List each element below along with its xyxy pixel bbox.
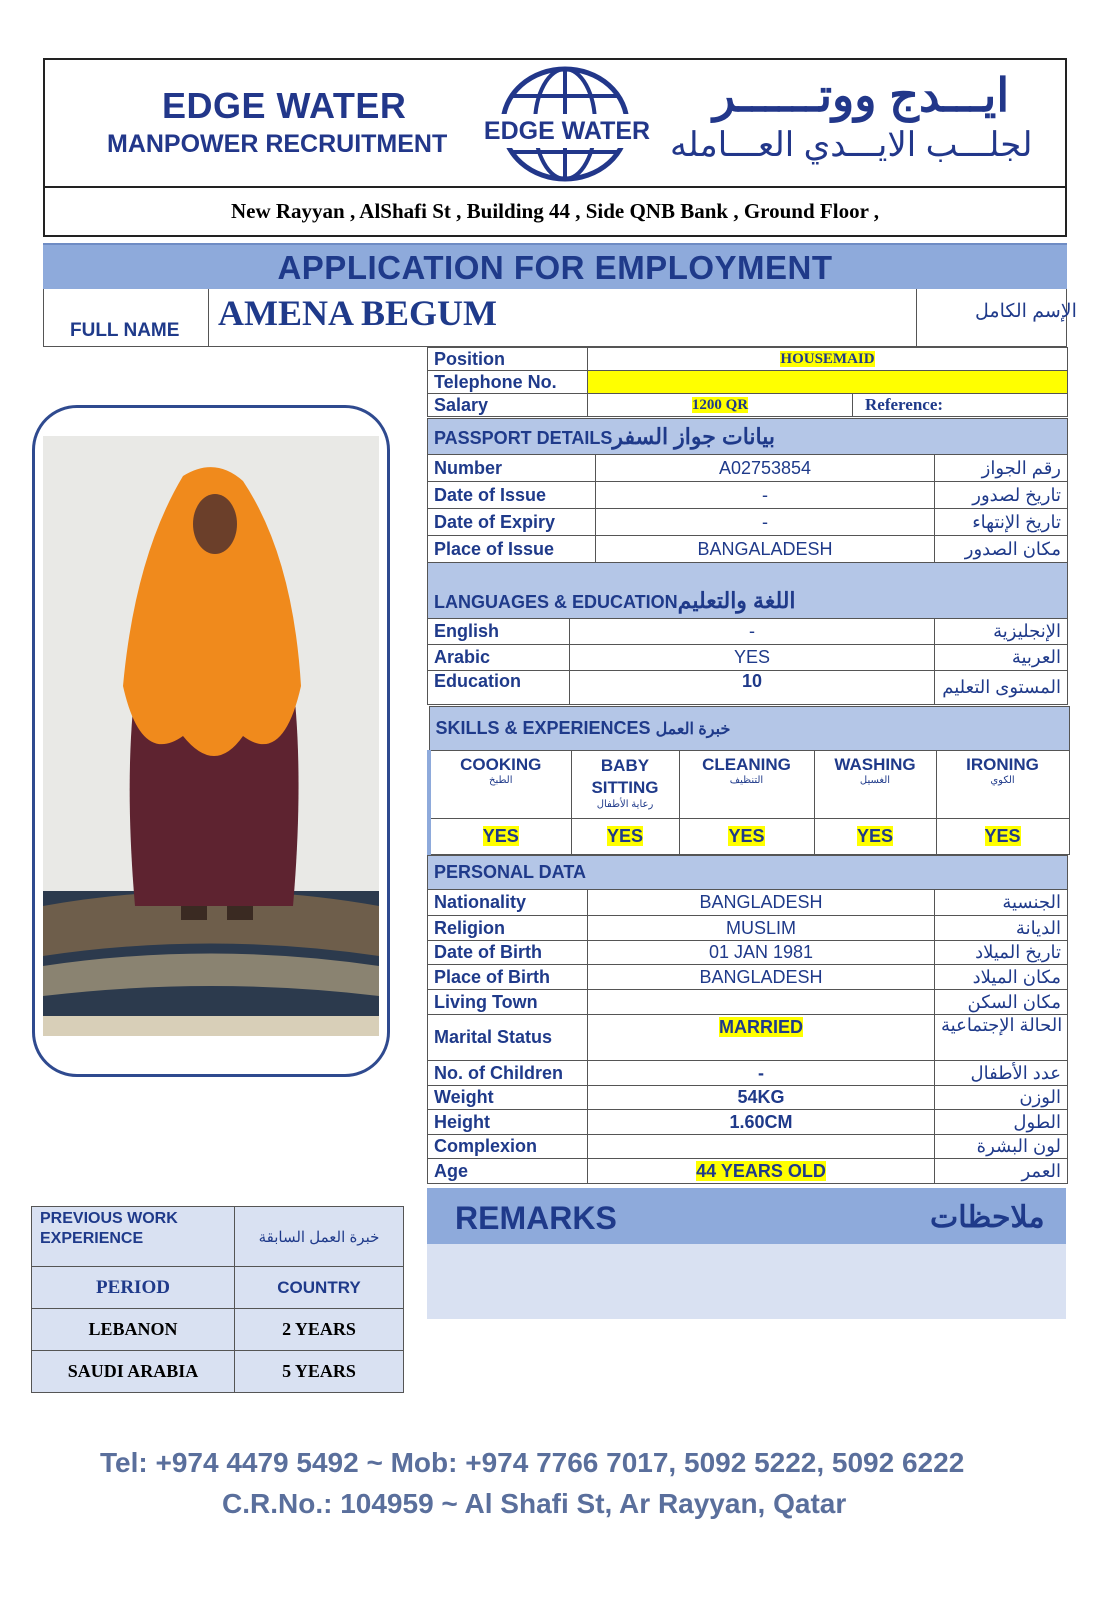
skill-ironing: [936, 751, 1069, 819]
footer-contact: Tel: +974 4479 5492 ~ Mob: +974 7766 7017, 5092 5222, 5092 6222: [100, 1447, 965, 1478]
passport-heading: PASSPORT DETAILSبيانات جواز السفر: [428, 419, 1068, 455]
passport-row-label: Number: [428, 455, 596, 482]
birth-place-value: BANGLADESH: [588, 965, 935, 990]
full-name-label: FULL NAME: [70, 320, 180, 341]
telephone-value: [588, 371, 1068, 394]
table-row: [428, 536, 1068, 563]
full-name-row: [43, 289, 1067, 347]
skill-value: YES: [606, 826, 644, 846]
applicant-photo: [43, 436, 379, 1036]
table-row: [428, 916, 1068, 941]
skills-heading: SKILLS & EXPERIENCES خبرة العمل: [429, 707, 1069, 751]
passport-row-label: Date of Issue: [428, 482, 596, 509]
table-row: [428, 1110, 1068, 1135]
skill-cleaning: [679, 751, 814, 819]
languages-table: [427, 562, 1068, 705]
language-label: Arabic: [428, 645, 570, 671]
remarks-label-ar: ملاحظات: [930, 1201, 1045, 1234]
passport-row-label-ar: مكان الصدور: [935, 536, 1068, 563]
personal-label-ar: الطول: [935, 1110, 1068, 1135]
skill-value: YES: [728, 826, 765, 846]
table-row: [428, 455, 1068, 482]
company-address: New Rayyan , AlShafi St , Building 44 , Side QNB Bank , Ground Floor ,: [43, 187, 1067, 237]
children-value: -: [588, 1061, 935, 1086]
personal-label: Place of Birth: [428, 965, 588, 990]
company-name-en: EDGE WATER: [162, 85, 407, 126]
remarks-label: REMARKS: [455, 1200, 617, 1236]
personal-label-ar: الجنسية: [935, 890, 1068, 916]
telephone-label: Telephone No.: [428, 371, 588, 394]
period-cell: LEBANON: [32, 1309, 235, 1351]
height-value: 1.60CM: [588, 1110, 935, 1135]
weight-value: 54KG: [588, 1086, 935, 1110]
languages-heading-ar: اللغة والتعليم: [677, 588, 796, 613]
table-row: [428, 619, 1068, 645]
skill-name-ar: الغسيل: [859, 775, 891, 786]
skill-name: COOKING: [460, 755, 542, 774]
company-subtitle-ar: لجلـــب الايـــدي العـــامله: [670, 126, 1033, 164]
table-row: [428, 965, 1068, 990]
table-row: [428, 1135, 1068, 1159]
table-row: [428, 1015, 1068, 1061]
skills-table: [427, 706, 1070, 855]
personal-label: No. of Children: [428, 1061, 588, 1086]
passport-row-label-ar: رقم الجواز: [935, 455, 1068, 482]
skill-name-ar: الكوي: [990, 775, 1015, 786]
education-label: Education: [428, 671, 570, 705]
personal-label-ar: تاريخ الميلاد: [935, 941, 1068, 965]
personal-label: Marital Status: [428, 1015, 588, 1061]
skill-name: WASHING: [834, 755, 916, 774]
skill-name: CLEANING: [702, 755, 791, 774]
language-label-ar: الإنجليزية: [935, 619, 1068, 645]
skill-washing: [814, 751, 936, 819]
personal-label-ar: الديانة: [935, 916, 1068, 941]
passport-row-label: Date of Expiry: [428, 509, 596, 536]
logo-text: EDGE WATER: [478, 114, 656, 148]
position-label: Position: [428, 348, 588, 371]
arabic-value: YES: [570, 645, 935, 671]
passport-row-label: Place of Issue: [428, 536, 596, 563]
table-row: [428, 671, 1068, 705]
skill-value: YES: [856, 826, 894, 846]
religion-value: MUSLIM: [588, 916, 935, 941]
personal-label-ar: العمر: [935, 1159, 1068, 1184]
personal-label: Complexion: [428, 1135, 588, 1159]
age-value: 44 YEARS OLD: [696, 1160, 826, 1181]
country-cell: 2 YEARS: [235, 1309, 404, 1351]
position-value: HOUSEMAID: [780, 350, 875, 367]
full-name-label-ar: الإسم الكامل: [975, 301, 1077, 322]
personal-label-ar: عدد الأطفال: [935, 1061, 1068, 1086]
table-row: [428, 941, 1068, 965]
place-of-issue-value: BANGALADESH: [596, 536, 935, 563]
skill-value: YES: [984, 826, 1021, 846]
table-row: [428, 1086, 1068, 1110]
personal-heading: PERSONAL DATA: [428, 856, 1068, 890]
table-row: [428, 645, 1068, 671]
personal-label: Living Town: [428, 990, 588, 1015]
skills-heading-ar: خبرة العمل: [655, 721, 731, 738]
language-label: English: [428, 619, 570, 645]
form-title: APPLICATION FOR EMPLOYMENT: [43, 243, 1067, 289]
languages-heading: LANGUAGES & EDUCATIONاللغة والتعليم: [428, 563, 1068, 619]
personal-label: Date of Birth: [428, 941, 588, 965]
personal-label-ar: لون البشرة: [935, 1135, 1068, 1159]
personal-data-table: [427, 855, 1068, 1184]
passport-table: [427, 418, 1068, 563]
table-row: [428, 1061, 1068, 1086]
country-cell: 5 YEARS: [235, 1351, 404, 1393]
full-name-value: AMENA BEGUM: [218, 293, 497, 333]
education-value: 10: [570, 671, 935, 705]
skill-name-ar: التنظيف: [729, 775, 764, 786]
previous-work-table: [31, 1206, 404, 1393]
english-value: -: [570, 619, 935, 645]
birth-date-value: 01 JAN 1981: [588, 941, 935, 965]
education-label-ar: المستوى التعليم: [935, 671, 1068, 705]
personal-label-ar: الحالة الإجتماعية: [935, 1015, 1068, 1061]
skill-cooking: [429, 751, 571, 819]
remarks-area: [427, 1244, 1066, 1319]
personal-label: Nationality: [428, 890, 588, 916]
skill-baby-sitting: [571, 751, 679, 819]
skill-name: IRONING: [966, 755, 1039, 774]
personal-label: Religion: [428, 916, 588, 941]
personal-label: Age: [428, 1159, 588, 1184]
table-row: [32, 1309, 404, 1351]
skill-name-ar: رعاية الأطفال: [596, 799, 654, 810]
company-name-ar: ايـــدج ووتــــــر: [713, 69, 1010, 121]
previous-work-heading: PREVIOUS WORK EXPERIENCE: [32, 1207, 235, 1267]
complexion-value: [588, 1135, 935, 1159]
company-subtitle-en: MANPOWER RECRUITMENT: [107, 130, 448, 158]
table-row: [32, 1351, 404, 1393]
table-row: [428, 890, 1068, 916]
personal-label-ar: مكان السكن: [935, 990, 1068, 1015]
country-header: COUNTRY: [235, 1267, 404, 1309]
skill-name: BABY SITTING: [591, 756, 659, 797]
skill-name-ar: الطبخ: [488, 775, 513, 786]
period-cell: SAUDI ARABIA: [32, 1351, 235, 1393]
table-row: [428, 482, 1068, 509]
period-header: PERIOD: [32, 1267, 235, 1309]
expiry-date-value: -: [596, 509, 935, 536]
salary-value: 1200 QR: [691, 396, 749, 413]
table-row: [428, 509, 1068, 536]
skill-value: YES: [482, 826, 519, 846]
living-town-value: [588, 990, 935, 1015]
salary-label: Salary: [428, 394, 588, 417]
passport-number-value: A02753854: [596, 455, 935, 482]
footer-registration: C.R.No.: 104959 ~ Al Shafi St, Ar Rayyan, Qatar: [222, 1488, 847, 1519]
passport-heading-ar: بيانات جواز السفر: [612, 423, 775, 449]
marital-status-value: MARRIED: [719, 1017, 803, 1037]
passport-row-label-ar: تاريخ لصدور: [935, 482, 1068, 509]
previous-work-heading-ar: خبرة العمل السابقة: [235, 1207, 404, 1267]
reference-label: Reference:: [853, 394, 1068, 417]
personal-label: Height: [428, 1110, 588, 1135]
language-label-ar: العربية: [935, 645, 1068, 671]
job-table: [427, 347, 1068, 417]
table-row: [428, 1159, 1068, 1184]
personal-label: Weight: [428, 1086, 588, 1110]
nationality-value: BANGLADESH: [588, 890, 935, 916]
personal-label-ar: الوزن: [935, 1086, 1068, 1110]
passport-row-label-ar: تاريخ الإنتهاء: [935, 509, 1068, 536]
issue-date-value: -: [596, 482, 935, 509]
table-row: [428, 990, 1068, 1015]
personal-label-ar: مكان الميلاد: [935, 965, 1068, 990]
